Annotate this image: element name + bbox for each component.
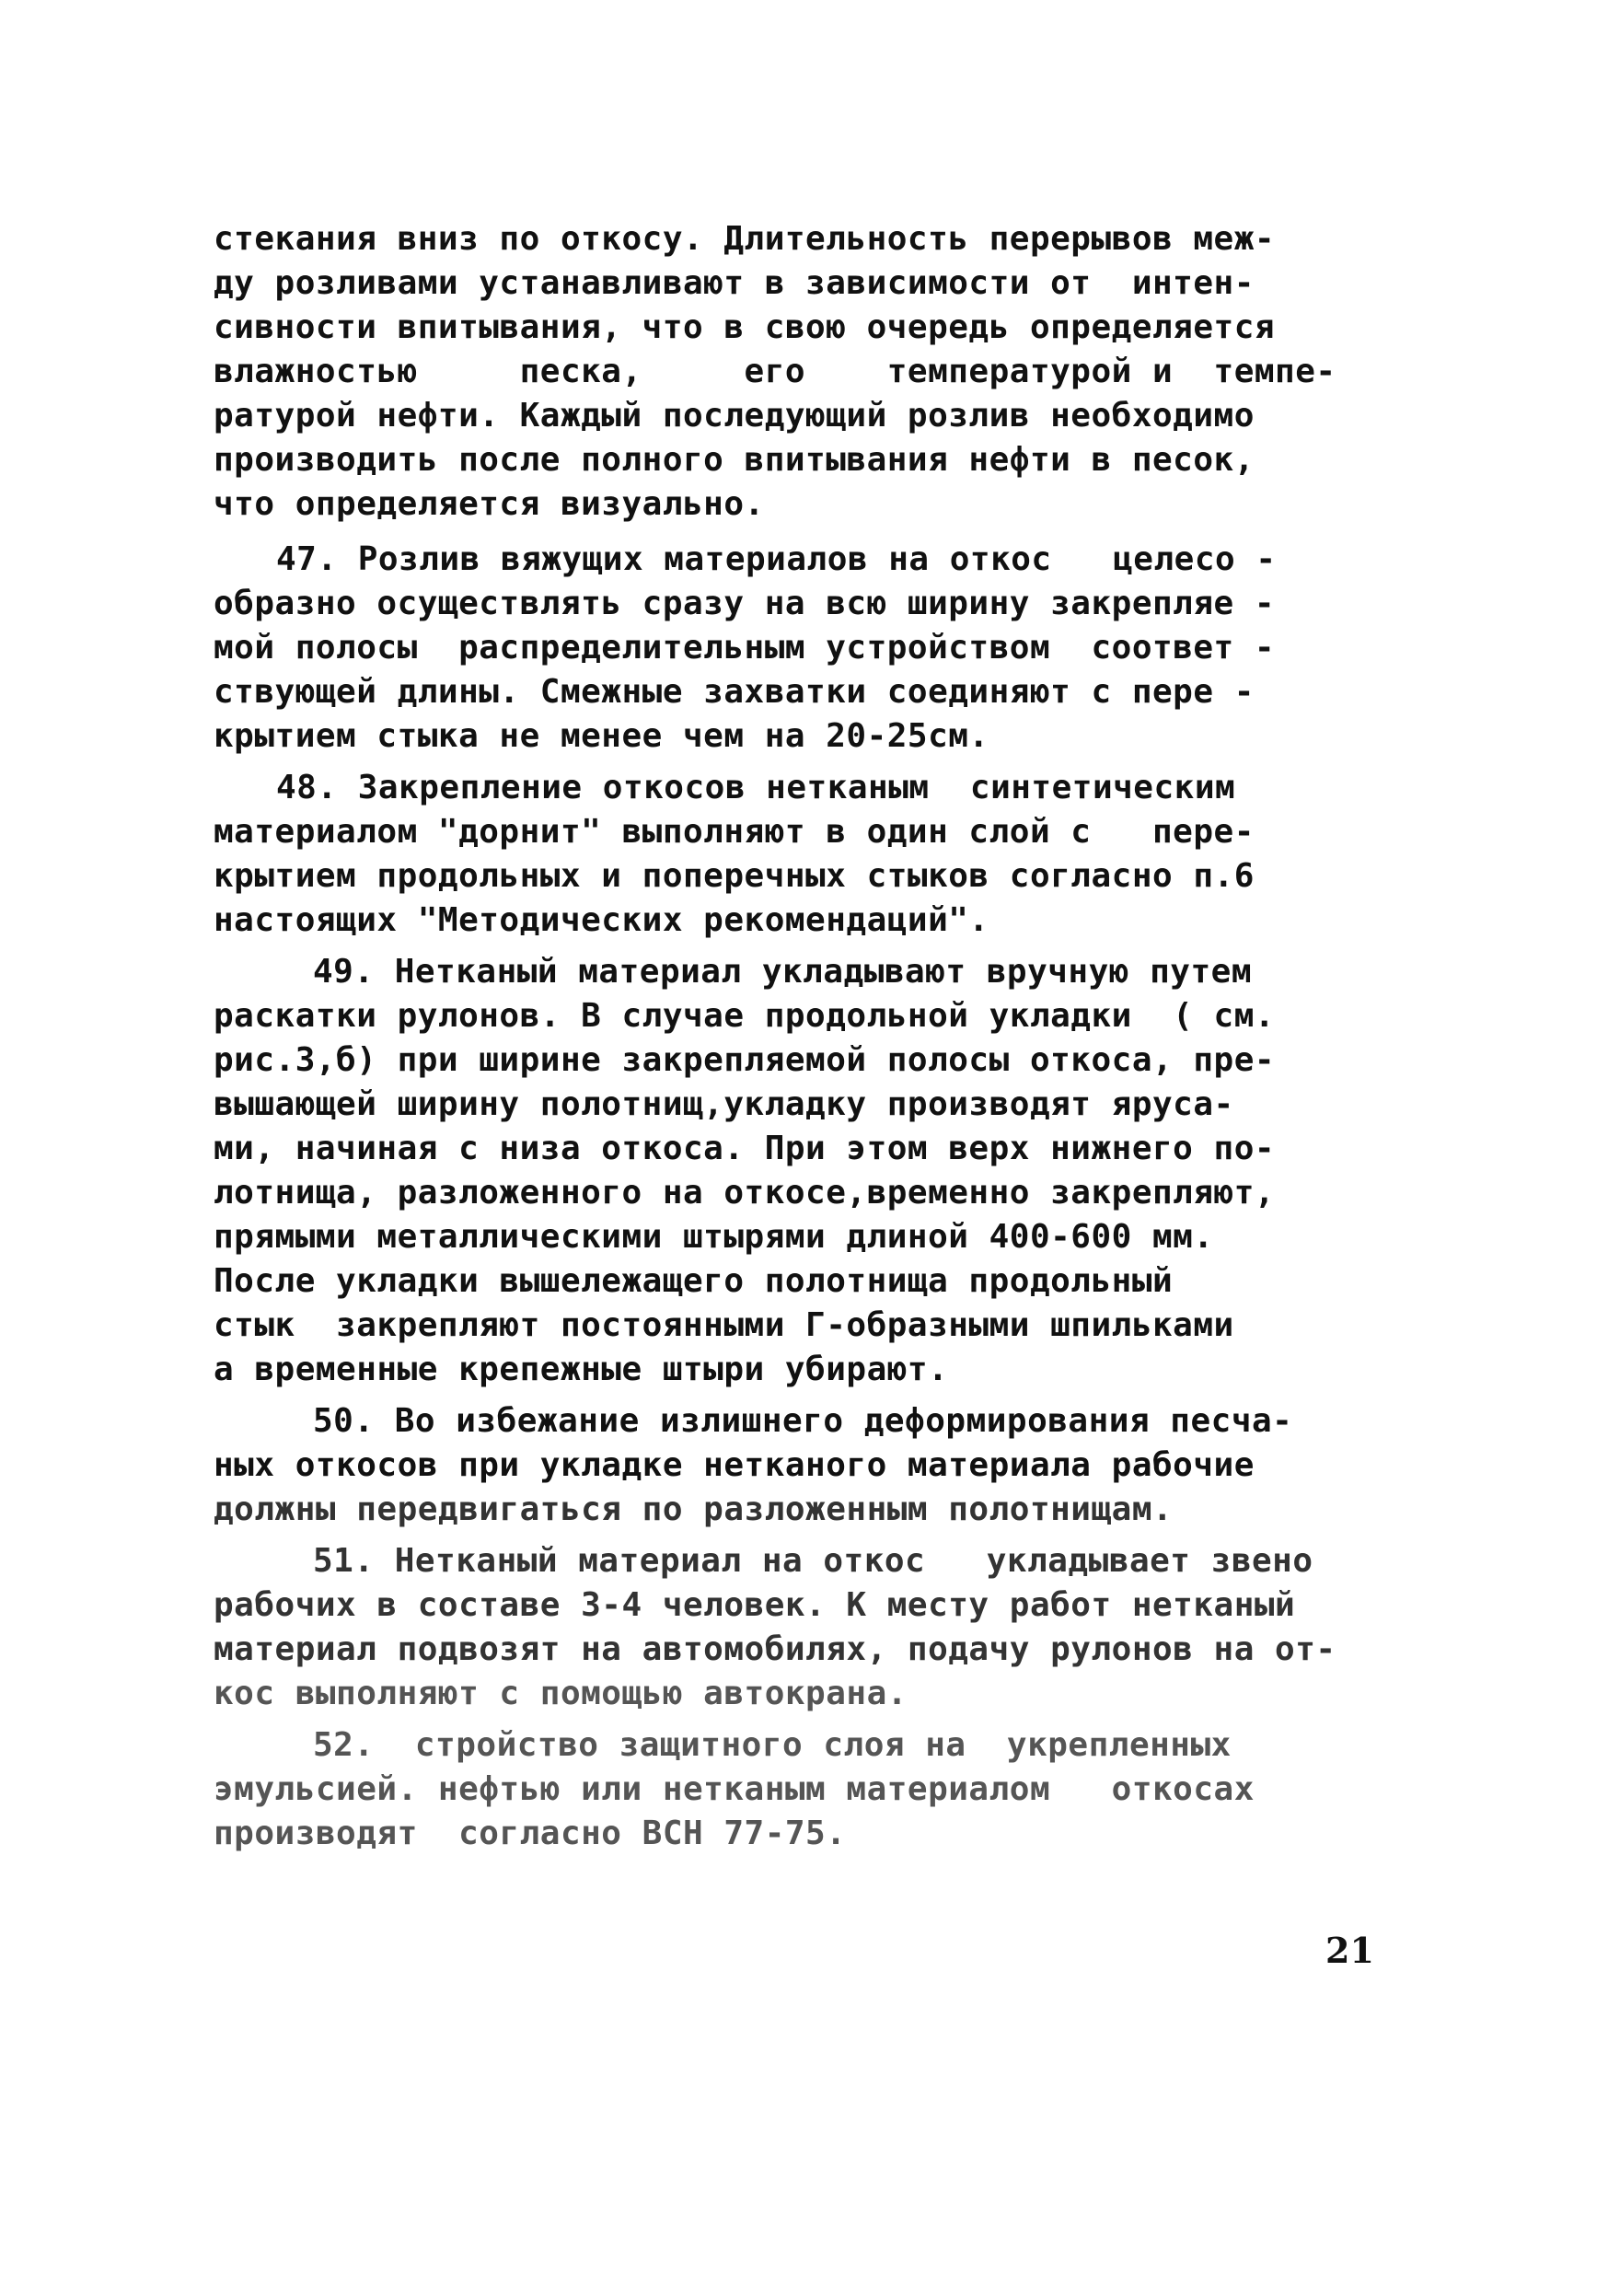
text-line: ду розливами устанавливают в зависимости от интен- — [214, 264, 1255, 302]
text-line: образно осуществлять сразу на всю ширину закрепляе - — [214, 585, 1276, 622]
text-line: а временные крепежные штыри убирают. — [214, 1351, 949, 1388]
text-line: мой полосы распределительным устройством соответ - — [214, 629, 1276, 667]
paragraph-49-start: 49. Нетканый материал укладывают вручную путем — [313, 953, 1252, 991]
text-line: стык закрепляют постоянными Г-образными шпильками — [214, 1306, 1234, 1344]
paragraph-48-start: 48. Закрепление откосов нетканым синтетическим — [276, 769, 1236, 806]
text-line: раскатки рулонов. В случае продольной укладки ( см. — [214, 997, 1276, 1035]
text-line: материал подвозят на автомобилях, подачу рулонов на от- — [214, 1630, 1336, 1668]
text-line: крытием стыка не менее чем на 20-25см. — [214, 717, 989, 755]
text-line: рис.3,б) при ширине закрепляемой полосы откоса, пре- — [214, 1041, 1276, 1079]
text-line: настоящих "Методических рекомендаций". — [214, 901, 989, 939]
page-number: 21 — [1325, 1930, 1374, 1971]
text-line: производить после полного впитывания нефти в песок, — [214, 441, 1255, 479]
text-line: прямыми металлическими штырями длиной 400-600 мм. — [214, 1218, 1214, 1256]
text-line: ных откосов при укладке нетканого материала рабочие — [214, 1446, 1255, 1484]
text-line: должны передвигаться по разложенным полотнищам. — [214, 1490, 1174, 1528]
text-line: стекания вниз по откосу. Длительность перерывов меж- — [214, 220, 1276, 258]
text-line: рабочих в составе 3-4 человек. К месту работ нетканый — [214, 1586, 1296, 1624]
text-line: лотнища, разложенного на откосе,временно закрепляют, — [214, 1174, 1276, 1212]
paragraph-52-start: 52. стройство защитного слоя на укрепленных — [313, 1726, 1232, 1764]
paragraph-47-start: 47. Розлив вяжущих материалов на откос целесо - — [276, 540, 1277, 578]
text-line: эмульсией. нефтью или нетканым материалом откосах — [214, 1770, 1255, 1808]
text-line: крытием продольных и поперечных стыков согласно п.6 — [214, 857, 1255, 895]
text-line: После укладки вышележащего полотнища продольный — [214, 1262, 1174, 1300]
text-line: влажностью песка, его температурой и темпе- — [214, 353, 1336, 390]
text-line: что определяется визуально. — [214, 485, 765, 523]
text-line: ратурой нефти. Каждый последующий розлив необходимо — [214, 397, 1255, 435]
text-line: производят согласно ВСН 77-75. — [214, 1815, 847, 1852]
text-line: сивности впитывания, что в свою очередь определяется — [214, 308, 1276, 346]
text-line: ми, начиная с низа откоса. При этом верх нижнего по- — [214, 1130, 1276, 1167]
text-line: кос выполняют с помощью автокрана. — [214, 1675, 908, 1712]
text-line: материалом "дорнит" выполняют в один слой с пере- — [214, 813, 1255, 851]
text-line: ствующей длины. Смежные захватки соединяют с пере - — [214, 673, 1255, 711]
paragraph-51-start: 51. Нетканый материал на откос укладывает звено — [313, 1542, 1313, 1580]
text-line: вышающей ширину полотнищ,укладку производят яруса- — [214, 1085, 1234, 1123]
paragraph-50-start: 50. Во избежание излишнего деформирования песча- — [313, 1402, 1293, 1440]
